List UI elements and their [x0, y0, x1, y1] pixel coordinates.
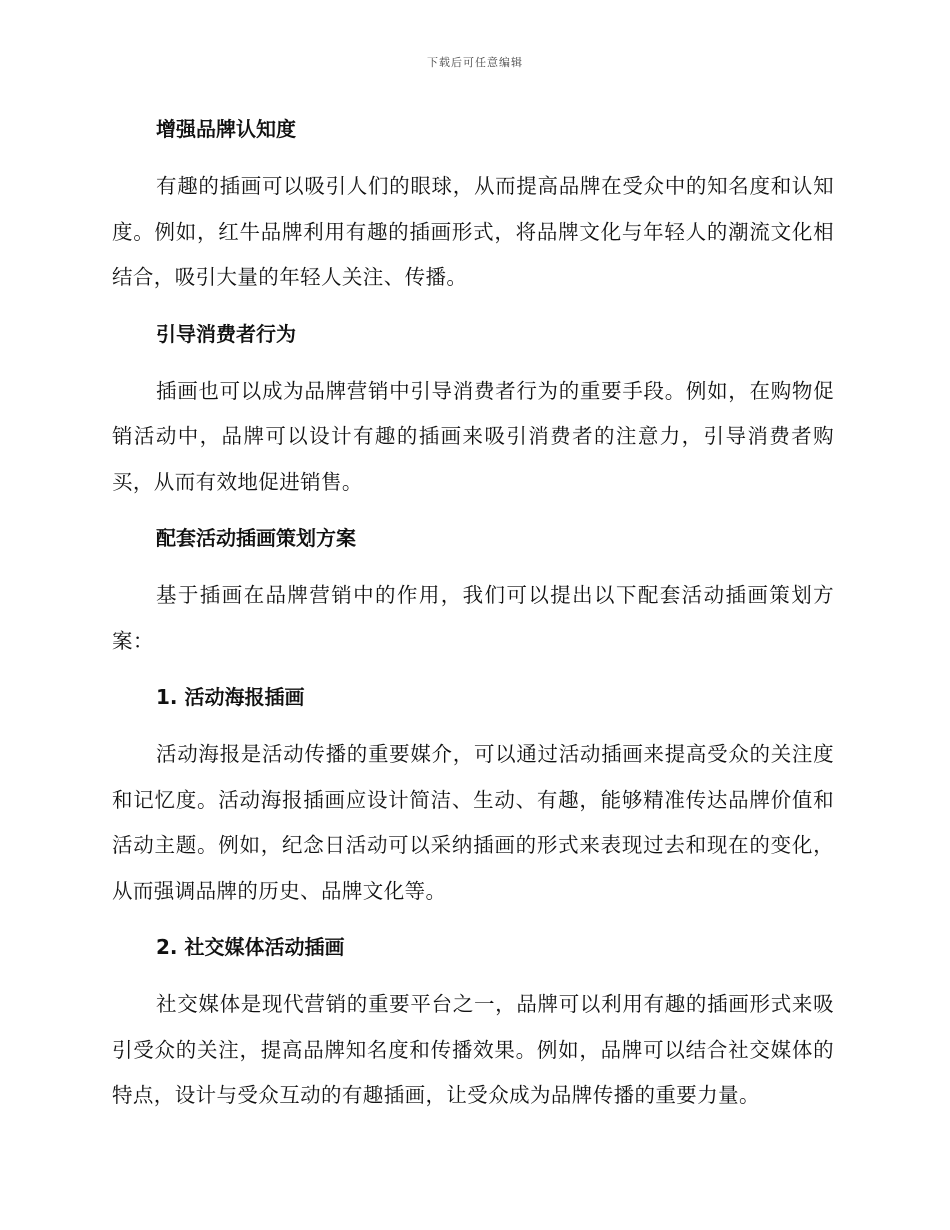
section-heading-social-media-illustration: 2. 社交媒体活动插画	[156, 935, 345, 959]
section-heading-brand-awareness: 增强品牌认知度	[156, 117, 296, 141]
section-paragraph-event-plan: 基于插画在品牌营销中的作用，我们可以提出以下配套活动插画策划方案：	[112, 583, 834, 653]
section-paragraph-consumer-behavior: 插画也可以成为品牌营销中引导消费者行为的重要手段。例如，在购物促销活动中，品牌可以设计有趣的插画来吸引消费者的注意力，引导消费者购买，从而有效地促进销售。	[112, 378, 834, 494]
section-heading-consumer-behavior: 引导消费者行为	[156, 321, 296, 346]
section-heading-poster-illustration: 1. 活动海报插画	[156, 685, 305, 709]
page-header-note: 下载后可任意编辑	[427, 56, 523, 69]
section-paragraph-poster-illustration: 活动海报是活动传播的重要媒介，可以通过活动插画来提高受众的关注度和记忆度。活动海报插画应设计简洁、生动、有趣，能够精准传达品牌价值和活动主题。例如，纪念日活动可以采纳插画的形式来表现过去和现在的变化，从而强调品牌的历史、品牌文化等。	[112, 742, 834, 903]
section-paragraph-brand-awareness: 有趣的插画可以吸引人们的眼球，从而提高品牌在受众中的知名度和认知度。例如，红牛品牌利用有趣的插画形式，将品牌文化与年轻人的潮流文化相结合，吸引大量的年轻人关注、传播。	[112, 174, 834, 289]
section-paragraph-social-media-illustration: 社交媒体是现代营销的重要平台之一，品牌可以利用有趣的插画形式来吸引受众的关注，提高品牌知名度和传播效果。例如，品牌可以结合社交媒体的特点，设计与受众互动的有趣插画，让受众成为品牌传播的重要力量。	[112, 992, 834, 1107]
section-heading-event-plan: 配套活动插画策划方案	[156, 526, 356, 550]
document-body	[112, 110, 834, 1119]
